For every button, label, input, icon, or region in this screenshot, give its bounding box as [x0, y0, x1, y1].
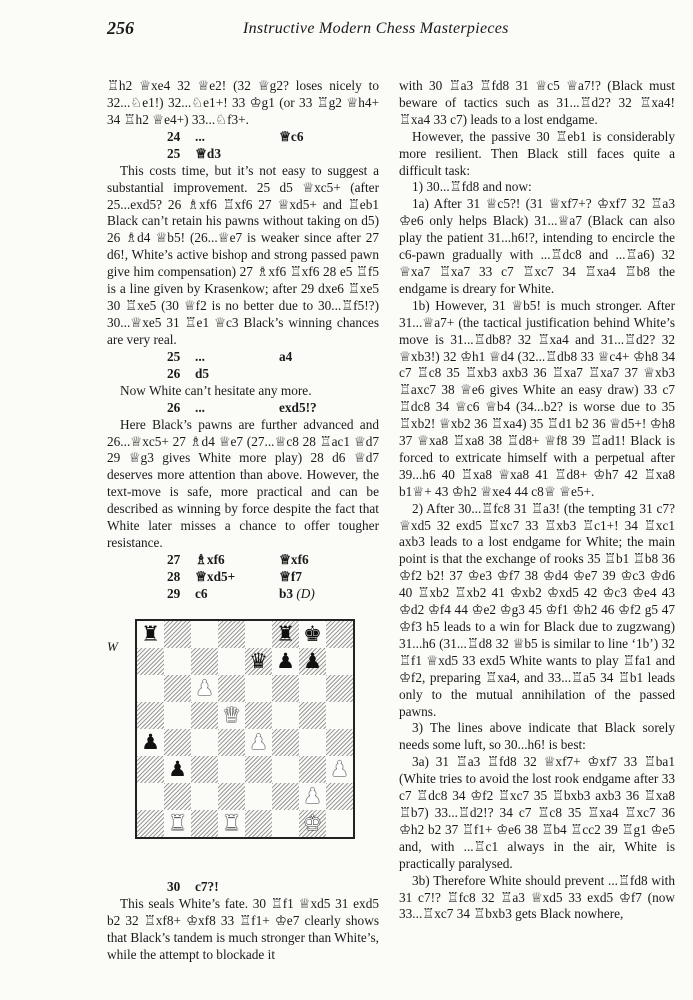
square-c2	[191, 783, 218, 810]
square-e6	[245, 675, 272, 702]
square-f7	[272, 648, 299, 675]
square-g7	[299, 648, 326, 675]
move-number: 30	[167, 878, 181, 894]
square-a2	[137, 783, 164, 810]
square-c1	[191, 810, 218, 837]
white-move: ...	[195, 399, 205, 415]
square-a4	[137, 729, 164, 756]
move-number: 26	[167, 399, 181, 415]
left-column	[107, 78, 379, 963]
square-g4	[299, 729, 326, 756]
paragraph: 3b) Therefore White should prevent ...♖fd8 with 31 c7!? ♖fc8 32 ♖a3 ♕xd5 33 exd5 ♔f7 (now 33...♖xc7 34 ♖bxb3 gets Black nowhere,	[399, 872, 675, 922]
paragraph: 1a) After 31 ♕c5?! (31 ♕xf7+? ♔xf7 32 ♖a3 ♔e6 only helps Black) 31...♕a7 (Black can also play the patient 31...h6!?, intending to encircle the c6-pawn gradually with ...♖dc8 and ...♖a6) 32 ♕xa7 ♖xa7 33 c7 ♖xc7 34 ♖xa4 ♖b8 the endgame is dreary for White.	[399, 196, 675, 296]
black-move: exd5!?	[279, 399, 317, 415]
white-pawn-icon: ♟	[249, 729, 268, 754]
running-title: Instructive Modern Chess Masterpieces	[243, 20, 509, 37]
square-b5	[164, 702, 191, 729]
square-c8	[191, 621, 218, 648]
paragraph: 1b) However, 31 ♕b5! is much stronger. After 31...♕a7+ (the tactical justification behind White’s move is 31...♖db8? 32 ♖xa4 and 31...♖d2? 32 ♕xb3!) 32 ♔h1 ♕d4 (32...♖db8 33 ♕c4+ ♔h8 34 c7 ♖c8 35 ♖xb3 axb3 36 ♖xa7 ♖xa7 37 ♕xb3 ♖axc7 38 ♕e6 gives White an easy draw) 33 c7 ♖dc8 34 ♕c6 ♕b4 (34...b2? is worse due to 35 ♖xb2! ♕xb2 36 ♖xa4) 35 ♖d1 b2 36 ♕d5+! ♔h8 37 ♕xa8 ♖xa8 38 ♖d8+ ♕f8 39 ♖ad1! Black is forced to extricate himself with a perpetual after 39...h6 40 ♖xa8 ♕xa8 41 ♖d8+ ♔h7 42 ♖xa8 b1♕+ 43 ♔h2 ♕xe4 44 c8♕ ♕e5+.	[399, 297, 675, 499]
chess-board	[135, 619, 355, 839]
square-a6	[137, 675, 164, 702]
square-c4	[191, 729, 218, 756]
square-c3	[191, 756, 218, 783]
move-number: 28	[167, 568, 181, 584]
square-g6	[299, 675, 326, 702]
paragraph: 3) The lines above indicate that Black sorely needs some luft, so 30...h6! is best:	[399, 720, 675, 753]
black-queen-icon: ♛	[249, 648, 268, 673]
square-h2	[326, 783, 353, 810]
white-move: ...	[195, 348, 205, 364]
square-d6	[218, 675, 245, 702]
black-move: b3 (D)	[279, 585, 315, 601]
paragraph: with 30 ♖a3 ♖fd8 31 ♕c5 ♕a7!? (Black must beware of tactics such as 31...♖d2? 32 ♖xa4! ♖xa4 33 c7) leads to a lost endgame.	[399, 78, 675, 127]
move-line	[107, 146, 379, 163]
page-number: 256	[107, 18, 134, 38]
white-king-icon: ♚	[303, 810, 322, 835]
square-d7	[218, 648, 245, 675]
black-king-icon: ♚	[303, 621, 322, 646]
paragraph: Here Black’s pawns are further advanced and 26...♕xc5+ 27 ♗d4 ♕e7 (27...♕c8 28 ♖ac1 ♕d7 29 ♕g3 gives White more play) 28 d6 ♕d7 deserves more attention than above. However, the text-move is safe, more practical and can be described as winning by force despite the fact that White later misses a chance to offer tougher resistance.	[107, 416, 379, 550]
square-g1	[299, 810, 326, 837]
square-a5	[137, 702, 164, 729]
square-f1	[272, 810, 299, 837]
white-pawn-icon: ♟	[195, 675, 214, 700]
square-b6	[164, 675, 191, 702]
square-a3	[137, 756, 164, 783]
black-rook-icon: ♜	[276, 621, 295, 646]
square-e5	[245, 702, 272, 729]
square-b3	[164, 756, 191, 783]
move-number: 24	[167, 128, 181, 144]
side-to-move-label: W	[107, 638, 118, 654]
paragraph: 1) 30...♖fd8 and now:	[412, 179, 532, 195]
white-move: ♕d3	[195, 145, 221, 161]
black-move: ♕xf6	[279, 551, 309, 567]
move-line	[107, 366, 379, 383]
square-f3	[272, 756, 299, 783]
square-e3	[245, 756, 272, 783]
square-f8	[272, 621, 299, 648]
square-e8	[245, 621, 272, 648]
square-d8	[218, 621, 245, 648]
paragraph: This costs time, but it’s not easy to suggest a substantial improvement. 25 d5 ♕xc5+ (after 25...exd5? 26 ♗xf6 ♖xf6 27 ♕xd5+ and ♖eb1 Black can’t retain his pawns without taking on d5) 26 ♗d4 ♕b5! (26...♕e7 is weaker since after 27 d6!, White’s active bishop and strong passed pawn give him compensation) 27 ♗xf6 ♖xf6 28 e5 ♖f5 is a line given by Krasenkow; after 29 dxe6 ♖xe5 30 ♖xe5 (30 ♕f2 is no better due to 30...♖f5!?) 30...♕xe5 31 ♖e1 ♕c3 Black’s winning chances are very real.	[107, 162, 379, 347]
square-e4	[245, 729, 272, 756]
move-line	[107, 129, 379, 146]
square-f6	[272, 675, 299, 702]
square-f5	[272, 702, 299, 729]
square-h3	[326, 756, 353, 783]
move-line	[107, 349, 379, 366]
square-d2	[218, 783, 245, 810]
square-h6	[326, 675, 353, 702]
move-number: 27	[167, 551, 181, 567]
page-header	[107, 18, 673, 48]
white-move: d5	[195, 365, 210, 381]
square-f4	[272, 729, 299, 756]
square-d1	[218, 810, 245, 837]
move-line	[107, 400, 379, 417]
white-move: ♗xf6	[195, 551, 225, 567]
square-h8	[326, 621, 353, 648]
move-line	[107, 879, 379, 896]
move-number: 26	[167, 365, 181, 381]
square-b4	[164, 729, 191, 756]
paragraph: However, the passive 30 ♖eb1 is considerably more resilient. Then Black still faces quite a difficult task:	[399, 128, 675, 178]
square-e1	[245, 810, 272, 837]
square-a7	[137, 648, 164, 675]
paragraph: ♖h2 ♕xe4 32 ♕e2! (32 ♕g2? loses nicely to 32...♘e1!) 32...♘e1+! 33 ♔g1 (or 33 ♖g2 ♕h4+ 34 ♖h2 ♕e4+) 33...♘f3+.	[107, 78, 379, 127]
white-pawn-icon: ♟	[330, 756, 349, 781]
white-queen-icon: ♛	[222, 702, 241, 727]
white-move: c6	[195, 585, 208, 601]
square-c5	[191, 702, 218, 729]
square-h4	[326, 729, 353, 756]
square-b7	[164, 648, 191, 675]
black-move: ♕c6	[279, 128, 304, 144]
diagram-note: (D)	[296, 585, 315, 601]
square-h1	[326, 810, 353, 837]
square-d3	[218, 756, 245, 783]
square-g2	[299, 783, 326, 810]
black-move: ♕f7	[279, 568, 302, 584]
paragraph: This seals White’s fate. 30 ♖f1 ♕xd5 31 exd5 b2 32 ♖xf8+ ♔xf8 33 ♖f1+ ♔e7 clearly shows that Black’s tandem is much stronger than White’s, while the attempt to blockade it	[107, 895, 379, 962]
square-h5	[326, 702, 353, 729]
square-e2	[245, 783, 272, 810]
black-pawn-icon: ♟	[168, 756, 187, 781]
white-move: ...	[195, 128, 205, 144]
square-g3	[299, 756, 326, 783]
move-line	[107, 586, 379, 603]
white-move: ♕xd5+	[195, 568, 236, 584]
white-move: c7?!	[195, 878, 219, 894]
paragraph: Now White can’t hesitate any more.	[120, 382, 312, 398]
move-line	[107, 569, 379, 586]
white-rook-icon: ♜	[222, 810, 241, 835]
black-move: a4	[279, 348, 293, 364]
chess-diagram	[107, 607, 379, 873]
square-h7	[326, 648, 353, 675]
white-pawn-icon: ♟	[303, 783, 322, 808]
move-number: 25	[167, 145, 181, 161]
square-c6	[191, 675, 218, 702]
move-number: 29	[167, 585, 181, 601]
black-rook-icon: ♜	[141, 621, 160, 646]
black-pawn-icon: ♟	[276, 648, 295, 673]
square-a1	[137, 810, 164, 837]
move-line	[107, 552, 379, 569]
white-rook-icon: ♜	[168, 810, 187, 835]
square-d4	[218, 729, 245, 756]
paragraph: 2) After 30...♖fc8 31 ♖a3! (the tempting 31 c7? ♕xd5 32 exd5 ♖xc7 33 ♖xb3 ♖c1+! 34 ♖xc1 axb3 leads to a lost endgame for White; the main point is that the exchange of rooks 35 ♖b1 ♖b8 36 ♔f2 b2! 37 ♔e3 ♔f7 38 ♔d4 ♔e7 39 ♔c3 ♔d6 40 ♖xb2 ♖xb2 41 ♔xb2 ♔xd5 42 ♔c3 ♔e4 43 ♔d2 ♔f4 44 ♔e2 ♔g3 45 ♔f1 ♔h2 46 ♔f2 g5 47 ♔f3 h5 leads to a win for Black due to zugzwang) 31...h6 (31...♖d8 32 ♕b5 is similar to line ‘1b’) 32 ♖f1 ♕xd5 33 exd5 White wants to play ♖fa1 and ♔f2, preparing ♖xa4, and 33...♖a5 34 ♖b1 leads only to the mutual annihilation of the passed pawns.	[399, 500, 675, 719]
black-pawn-icon: ♟	[141, 729, 160, 754]
square-b8	[164, 621, 191, 648]
square-b2	[164, 783, 191, 810]
square-f2	[272, 783, 299, 810]
right-column	[399, 78, 675, 923]
square-e7	[245, 648, 272, 675]
square-c7	[191, 648, 218, 675]
square-g8	[299, 621, 326, 648]
paragraph: 3a) 31 ♖a3 ♖fd8 32 ♕xf7+ ♔xf7 33 ♖ba1 (White tries to avoid the lost rook endgame after 33 c7 ♖dc8 34 ♔f2 ♖xc7 35 ♖bxb3 axb3 36 ♖xa8 ♖b7) 33...♖d2!? 34 c7 ♖c8 35 ♖xa4 ♖xc7 36 ♔h2 b2 37 ♖f1+ ♔e6 38 ♖b4 ♖cc2 39 ♖g1 ♔e5 and, with ...♖c1 always in the air, White is practically paralysed.	[399, 754, 675, 871]
square-g5	[299, 702, 326, 729]
square-a8	[137, 621, 164, 648]
move-number: 25	[167, 348, 181, 364]
square-b1	[164, 810, 191, 837]
square-d5	[218, 702, 245, 729]
black-pawn-icon: ♟	[303, 648, 322, 673]
